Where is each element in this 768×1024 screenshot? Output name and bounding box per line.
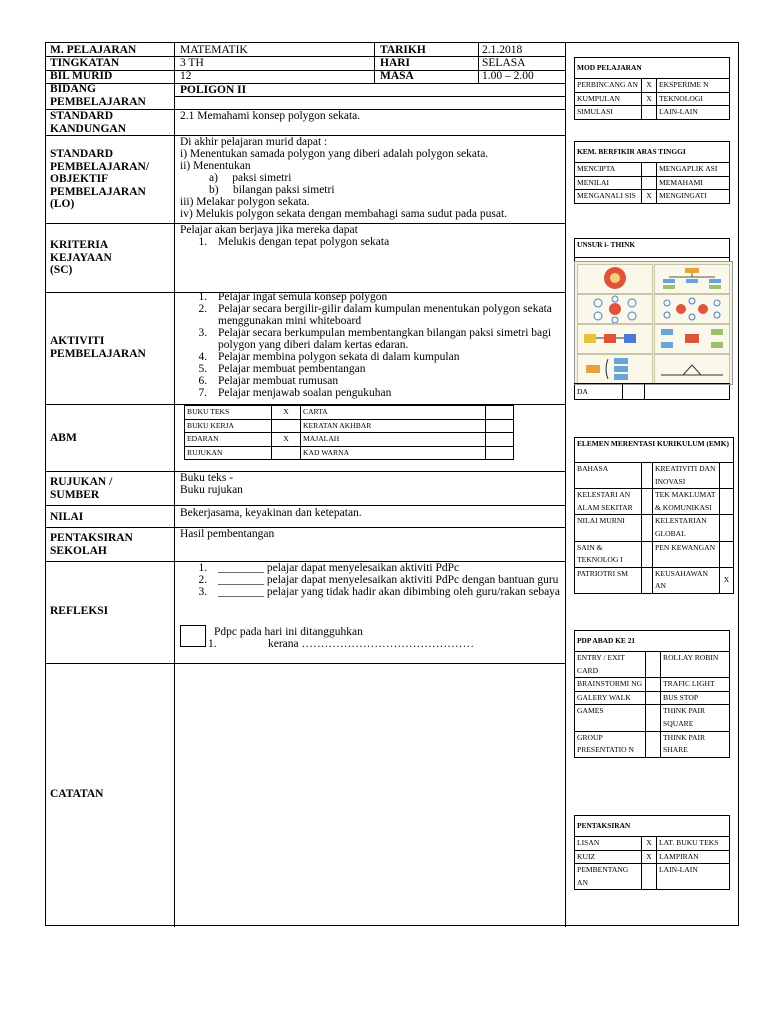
emk-mark [642, 515, 653, 541]
rujukan-content [180, 472, 243, 496]
standard-kandungan-label-line: KANDUNGAN [50, 122, 127, 135]
abm-item: MAJALAH [301, 433, 486, 447]
pdp21-item: THINK PAIR SQUARE [661, 705, 730, 731]
nilai-label: NILAI [50, 511, 84, 523]
header-divider [478, 43, 479, 83]
mod-item: EKSPERIME N [657, 79, 730, 93]
pentaksiran-row [575, 850, 730, 864]
pentaksiran-row [575, 864, 730, 890]
multi-flow-map-icon [654, 324, 730, 354]
objektif-line: i) Menentukan samada polygon yang diberi adalah polygon sekata. [180, 148, 489, 160]
abm-item: BUKU KERJA [185, 419, 272, 433]
brace-map-icon [577, 354, 653, 384]
kriteria-label [50, 239, 112, 277]
emk-mark [720, 489, 734, 515]
header-divider [374, 43, 375, 83]
row-line [46, 527, 565, 528]
aktiviti-item: 5. Pelajar membuat pembentangan [210, 363, 562, 375]
kriteria-content [180, 224, 560, 248]
abm-item: RUJUKAN [185, 446, 272, 460]
pdp21-title: PDP ABAD KE 21 [575, 631, 730, 652]
kbat-item: MENCIPTA [575, 163, 642, 177]
refleksi-item: 1. ________ pelajar dapat menyelesaikan aktiviti PdPc [210, 562, 562, 574]
aktiviti-label-line: PEMBELAJARAN [50, 347, 146, 360]
flow-map-icon [577, 324, 653, 354]
kbat-item: MENILAI [575, 176, 642, 190]
row-line [46, 471, 565, 472]
kbat-table [574, 141, 730, 204]
postpone-text: Pdpc pada hari ini ditangguhkan [214, 626, 363, 638]
ithink-divider [622, 383, 623, 400]
emk-item: KEUSAHAWAN AN [653, 567, 720, 593]
rujukan-label-line: SUMBER [50, 488, 100, 501]
emk-mark [642, 567, 653, 593]
mod-mark: X [642, 79, 657, 93]
pdp21-row [575, 678, 730, 692]
pentaksiran-mark: X [642, 850, 657, 864]
emk-item: PEN KEWANGAN [653, 541, 720, 567]
pdp21-item: BUS STOP [661, 691, 730, 705]
ithink-divider [574, 257, 730, 258]
emk-row [575, 541, 734, 567]
abm-mark [272, 446, 301, 460]
kriteria-label-line: (SC) [50, 264, 73, 276]
objektif-line: iii) Melakar polygon sekata. [180, 196, 310, 208]
abm-mark [486, 406, 514, 420]
abm-row [185, 446, 514, 460]
pdp21-row [575, 731, 730, 757]
abm-mark [272, 419, 301, 433]
header-value: 12 [180, 70, 192, 82]
header-value: MATEMATIK [180, 44, 248, 56]
bubble-map-icon [577, 294, 653, 324]
pentaksiran-table [574, 815, 730, 890]
pentaksiran-row [575, 837, 730, 851]
mod-item: LAIN-LAIN [657, 106, 730, 120]
ithink-divider [574, 383, 730, 384]
kriteria-label-line: KEJAYAAN [50, 251, 112, 264]
pdp21-mark [646, 691, 661, 705]
tree-map-icon [654, 264, 730, 294]
bidang-label-line: PEMBELAJARAN [50, 95, 146, 108]
header-value: 2.1.2018 [482, 44, 523, 56]
header-value: SELASA [482, 57, 526, 69]
refleksi-item: 2. ________ pelajar dapat menyelesaikan aktiviti PdPc dengan bantuan guru [210, 574, 562, 586]
pentaksiran-item: LAT. BUKU TEKS [657, 837, 730, 851]
aktiviti-content [180, 291, 562, 399]
refleksi-item: 3. ________ pelajar yang tidak hadir akan dibimbing oleh guru/rakan sebaya [210, 586, 562, 598]
pentaksiran-title: PENTAKSIRAN [575, 816, 730, 837]
standard-kandungan-label-line: STANDARD [50, 110, 114, 122]
pdp21-item: GAMES [575, 705, 646, 731]
abm-mark: X [272, 406, 301, 420]
refleksi-label: REFLEKSI [50, 605, 109, 617]
reason-text: kerana ……………………………………… [268, 638, 475, 650]
pdp21-mark [646, 705, 661, 731]
emk-title: ELEMEN MERENTASI KURIKULUM (EMK) [575, 438, 734, 463]
objektif-content [180, 136, 560, 220]
header-label: HARI [380, 57, 411, 69]
mod-pelajaran-title: MOD PELAJARAN [575, 58, 730, 79]
mod-pelajaran-table [574, 57, 730, 120]
emk-row [575, 489, 734, 515]
mod-item: TEKNOLOGI [657, 92, 730, 106]
pentaksiran-sekolah-label-line: SEKOLAH [50, 544, 107, 557]
mod-item: SIMULASI [575, 106, 642, 120]
pdp21-row [575, 705, 730, 731]
aktiviti-label [50, 335, 146, 360]
emk-item: TEK MAKLUMAT & KOMUNIKASI [653, 489, 720, 515]
emk-mark [642, 541, 653, 567]
abm-row [185, 419, 514, 433]
abm-item: EDARAN [185, 433, 272, 447]
kbat-row [575, 163, 730, 177]
standard-kandungan-label [50, 110, 126, 135]
pdp21-row [575, 652, 730, 678]
abm-label: ABM [50, 432, 77, 444]
kbat-title: KEM. BERFIKIR ARAS TINGGI [575, 142, 730, 163]
abm-row [185, 406, 514, 420]
objektif-label-line: PEMBELAJARAN [50, 185, 146, 198]
kriteria-intro: Pelajar akan berjaya jika mereka dapat [180, 224, 358, 236]
pdp21-item: TRAFIC LIGHT [661, 678, 730, 692]
objektif-line: Di akhir pelajaran murid dapat : [180, 136, 328, 148]
ithink-maps-image [574, 261, 733, 385]
abm-mark [486, 446, 514, 460]
objektif-label [50, 148, 149, 211]
ithink-divider [644, 383, 645, 400]
rujukan-line: Buku teks - [180, 472, 234, 484]
abm-mark: X [272, 433, 301, 447]
aktiviti-item: 7. Pelajar menjawab soalan pengukuhan [210, 387, 562, 399]
objektif-label-line: (LO) [50, 198, 75, 210]
aktiviti-label-line: AKTIVITI [50, 335, 105, 347]
pdp21-item: ROLLAY ROBIN [661, 652, 730, 678]
mod-row [575, 106, 730, 120]
pentaksiran-sekolah-label-line: PENTAKSIRAN [50, 532, 133, 544]
bidang-label [50, 83, 146, 108]
objektif-label-line: PEMBELAJARAN/ [50, 160, 150, 173]
emk-mark [642, 489, 653, 515]
emk-mark: X [720, 567, 734, 593]
double-bubble-map-icon [654, 294, 730, 324]
objektif-line: iv) Melukis polygon sekata dengan membahagi sama sudut pada pusat. [180, 208, 508, 220]
pentaksiran-item: LISAN [575, 837, 642, 851]
objektif-line: ii) Menentukan [180, 160, 251, 172]
emk-item: KELESTARI AN ALAM SEKITAR [575, 489, 642, 515]
kbat-mark: X [642, 190, 657, 204]
abm-item: KAD WARNA [301, 446, 486, 460]
header-value: 3 TH [180, 57, 204, 69]
emk-item: NILAI MURNI [575, 515, 642, 541]
refleksi-content [180, 562, 562, 598]
mod-mark [642, 106, 657, 120]
emk-mark [720, 515, 734, 541]
pentaksiran-item: LAIN-LAIN [657, 864, 730, 890]
pdp21-item: GALERY WALK [575, 691, 646, 705]
pdp21-table [574, 630, 730, 758]
header-label: M. PELAJARAN [50, 44, 137, 56]
bridge-map-icon [654, 354, 730, 384]
kbat-mark [642, 163, 657, 177]
aktiviti-item: 3. Pelajar secara berkumpulan membentangkan bilangan paksi simetri bagi polygon yang diberi dalam kertas edaran. [210, 327, 562, 351]
emk-item: KELESTARIAN GLOBAL [653, 515, 720, 541]
nilai-value: Bekerjasama, keyakinan dan ketepatan. [180, 507, 362, 519]
mod-item: KUMPULAN [575, 92, 642, 106]
aktiviti-item: 4. Pelajar membina polygon sekata di dalam kumpulan [210, 351, 562, 363]
kbat-item: MENGINGATI [657, 190, 730, 204]
header-value: 1.00 – 2.00 [482, 70, 534, 82]
abm-item: KERATAN AKHBAR [301, 419, 486, 433]
kbat-mark [642, 176, 657, 190]
pentaksiran-item: KUIZ [575, 850, 642, 864]
pentaksiran-sekolah-label [50, 532, 133, 557]
aktiviti-item: 6. Pelajar membuat rumusan [210, 375, 562, 387]
kbat-row [575, 176, 730, 190]
kriteria-label-line: KRITERIA [50, 239, 109, 251]
pentaksiran-item: LAMPIRAN [657, 850, 730, 864]
pentaksiran-sekolah-value: Hasil pembentangan [180, 528, 275, 540]
rujukan-label [50, 476, 112, 501]
mod-item: PERBINCANG AN [575, 79, 642, 93]
abm-mark [486, 433, 514, 447]
emk-item: BAHASA [575, 463, 642, 489]
row-line [46, 505, 565, 506]
pdp21-item: GROUP PRESENTATIO N [575, 731, 646, 757]
pentaksiran-mark: X [642, 837, 657, 851]
pentaksiran-item: PEMBENTANG AN [575, 864, 642, 890]
emk-mark [642, 463, 653, 489]
pdp21-item: THINK PAIR SHARE [661, 731, 730, 757]
pdp21-row [575, 691, 730, 705]
side-panel-divider [565, 43, 566, 927]
reason-number: 1. [208, 638, 217, 650]
header-label: TARIKH [380, 44, 426, 56]
emk-item: SAIN & TEKNOLOG I [575, 541, 642, 567]
circle-map-icon [577, 264, 653, 294]
objektif-label-line: STANDARD [50, 148, 114, 160]
pdp21-mark [646, 731, 661, 757]
kbat-item: MENGANALI SIS [575, 190, 642, 204]
emk-item: KREATIVITI DAN INOVASI [653, 463, 720, 489]
kbat-item: MENGAPLIK ASI [657, 163, 730, 177]
standard-kandungan-value: 2.1 Memahami konsep polygon sekata. [180, 110, 361, 122]
emk-mark [720, 463, 734, 489]
mod-row [575, 79, 730, 93]
ithink-title: UNSUR i- THINK [577, 240, 636, 249]
bidang-value: POLIGON II [180, 84, 247, 96]
abm-table [184, 405, 514, 460]
header-label: TINGKATAN [50, 57, 120, 69]
pdp21-mark [646, 678, 661, 692]
emk-row [575, 515, 734, 541]
rujukan-line: Buku rujukan [180, 484, 243, 496]
ithink-footer: DA [577, 387, 588, 396]
emk-row [575, 567, 734, 593]
pdp21-item: ENTRY / EXIT CARD [575, 652, 646, 678]
kbat-item: MEMAHAMI [657, 176, 730, 190]
postpone-checkbox[interactable] [180, 625, 206, 647]
abm-item: BUKU TEKS [185, 406, 272, 420]
header-label: MASA [380, 70, 414, 82]
catatan-area[interactable] [175, 664, 564, 926]
objektif-line: a) paksi simetri [209, 172, 292, 184]
emk-item: PATRIOTRI SM [575, 567, 642, 593]
kbat-row [575, 190, 730, 204]
rujukan-label-line: RUJUKAN / [50, 476, 113, 488]
lesson-plan-page [45, 42, 739, 926]
aktiviti-item: 2. Pelajar secara bergilir-gilir dalam kumpulan menentukan polygon sekata menggunakan mini whiteboard [210, 303, 562, 327]
pentaksiran-mark [642, 864, 657, 890]
mod-mark: X [642, 92, 657, 106]
emk-row [575, 463, 734, 489]
emk-table [574, 437, 734, 594]
kriteria-item: 1. Melukis dengan tepat polygon sekata [210, 236, 560, 248]
catatan-label: CATATAN [50, 788, 104, 800]
abm-mark [486, 419, 514, 433]
bidang-label-line: BIDANG [50, 83, 97, 95]
objektif-line: b) bilangan paksi simetri [209, 184, 335, 196]
abm-item: CARTA [301, 406, 486, 420]
mod-row [575, 92, 730, 106]
objektif-label-line: OBJEKTIF [50, 173, 109, 185]
abm-row [185, 433, 514, 447]
emk-mark [720, 541, 734, 567]
header-label: BIL MURID [50, 70, 113, 82]
aktiviti-item: 1. Pelajar ingat semula konsep polygon [210, 291, 562, 303]
pdp21-mark [646, 652, 661, 678]
pdp21-item: BRAINSTORMI NG [575, 678, 646, 692]
